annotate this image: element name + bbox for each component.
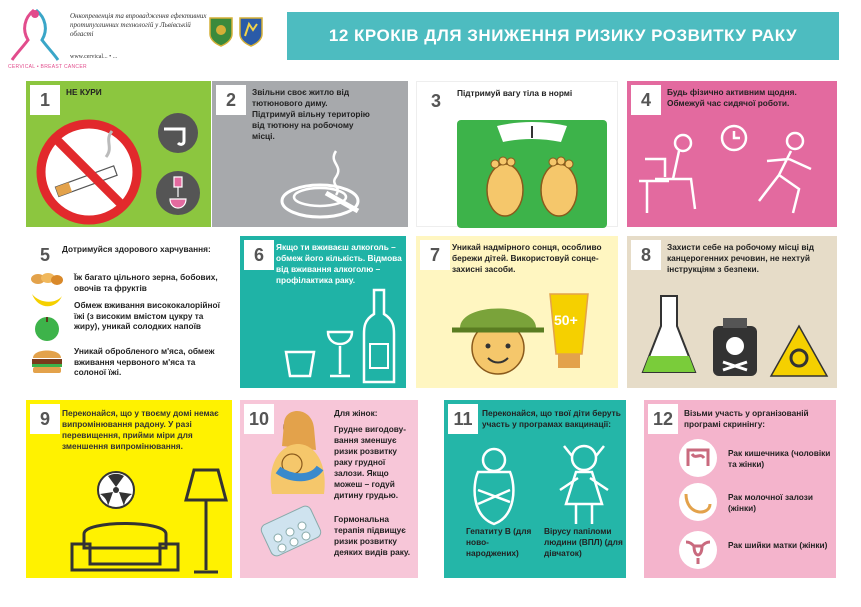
hookah-icon bbox=[154, 169, 202, 217]
card-number: 2 bbox=[216, 85, 246, 115]
website-text: www.cervical... • ... bbox=[70, 54, 118, 60]
sunscreen-icon bbox=[546, 292, 592, 372]
card-number: 1 bbox=[30, 85, 60, 115]
radiation-icon bbox=[96, 470, 136, 510]
wine-glass-icon bbox=[326, 330, 354, 380]
card-1-no-smoking bbox=[26, 81, 211, 227]
office-worker-icon bbox=[635, 129, 715, 219]
banana-icon bbox=[30, 290, 64, 310]
card-number: 10 bbox=[244, 404, 274, 434]
card-number: 3 bbox=[421, 86, 451, 116]
uterus-icon bbox=[678, 530, 718, 570]
screening-item-3: Рак шийки матки (жінки) bbox=[728, 540, 828, 550]
breastfeeding-icon bbox=[262, 410, 332, 496]
page-title: 12 КРОКІВ ДЛЯ ЗНИЖЕННЯ РИЗИКУ РОЗВИТКУ РАКУ bbox=[328, 26, 798, 45]
sunscreen-label: 50+ bbox=[554, 312, 578, 328]
card-text: НЕ КУРИ bbox=[66, 87, 102, 97]
org-text: Онкопревенція та впровадження ефективних протипухлинних технологій у Львівській області bbox=[70, 12, 207, 38]
clock-icon bbox=[719, 123, 749, 153]
card-text: Переконайся, що у твоєму домі немає випромінювання радону. У разі перевищення, прийми міри для зменшення випромінювання. bbox=[62, 408, 219, 451]
card-text: Звільни своє житло від тютюнового диму. Підтримуй вільну територію від тютюну на робочому місці. bbox=[252, 87, 370, 141]
lamp-icon bbox=[184, 466, 228, 576]
vaccine-caption-hepatitis: Гепатиту В (для ново-народжених) bbox=[466, 526, 532, 558]
hat-face-icon bbox=[450, 292, 546, 378]
screening-item-2: Рак молочної залози (жінки) bbox=[728, 492, 813, 513]
card-text-a: Грудне вигодову-вання зменшує ризик розвитку раку грудної залози. Якщо можеш – годуй дитину грудью. bbox=[334, 424, 407, 500]
card-9-radon bbox=[26, 400, 232, 578]
card-12-screening bbox=[644, 400, 836, 578]
sofa-icon bbox=[70, 514, 180, 574]
bottle-icon bbox=[362, 288, 396, 384]
screening-item-1: Рак кишечника (чоловіки та жінки) bbox=[728, 448, 831, 469]
coat-of-arms-blue-icon bbox=[238, 16, 264, 46]
card-number: 7 bbox=[420, 240, 450, 270]
card-7-sun bbox=[416, 236, 618, 388]
logo-caption: CERVICAL • BREAST CANCER bbox=[8, 64, 87, 70]
card-text: Дотримуйся здорового харчування: bbox=[62, 244, 211, 254]
no-smoking-icon bbox=[34, 117, 144, 227]
biohazard-icon bbox=[769, 324, 829, 378]
pills-icon bbox=[258, 504, 328, 564]
card-3-weight bbox=[416, 81, 618, 227]
header-logo-block bbox=[6, 6, 276, 68]
card-text: Переконайся, що твої діти беруть участь у програмах вакцинації: bbox=[482, 408, 621, 429]
card-text: Підтримуй вагу тіла в нормі bbox=[457, 88, 573, 98]
card-number: 11 bbox=[448, 404, 478, 434]
ribbon-logo-icon bbox=[6, 6, 66, 64]
ashtray-icon bbox=[272, 143, 372, 223]
pipe-icon bbox=[154, 113, 202, 153]
card-number: 4 bbox=[631, 85, 661, 115]
card-4-activity bbox=[627, 81, 837, 227]
card-text: Візьми участь у організованій програмі скринінгу: bbox=[684, 408, 809, 429]
card-text: Уникай надмірного сонця, особливо бережи дітей. Використовуй сонце-захисні засоби. bbox=[452, 242, 602, 274]
card-6-alcohol bbox=[240, 236, 406, 388]
card-text: Будь фізично активним щодня. Обмежуй час сидячої роботи. bbox=[667, 87, 797, 108]
running-man-icon bbox=[749, 131, 829, 221]
card-number: 6 bbox=[244, 240, 274, 270]
coat-of-arms-green-icon bbox=[208, 16, 234, 46]
diet-item-1: Їж багато цільного зерна, бобових, овочів та фруктів bbox=[74, 272, 218, 293]
glass-icon bbox=[282, 348, 318, 378]
card-number: 12 bbox=[648, 404, 678, 434]
card-2-smoke-free bbox=[212, 81, 408, 227]
card-text-b: Гормональна терапія підвищує ризик розвитку деяких видів раку. bbox=[334, 514, 411, 557]
card-10-women bbox=[240, 400, 418, 578]
flask-icon bbox=[639, 292, 699, 382]
breast-icon bbox=[678, 482, 718, 522]
diet-item-3: Уникай обробленого м'яса, обмеж вживання червоного м'яса та солоної їжі. bbox=[74, 346, 215, 377]
card-11-vaccination bbox=[444, 400, 626, 578]
card-text: Якщо ти вживаєш алкоголь – обмеж його кількість. Відмова від вживання алкоголю – профілактика раку. bbox=[276, 242, 402, 285]
card-heading: Для жінок: bbox=[334, 408, 378, 418]
card-number: 9 bbox=[30, 404, 60, 434]
card-number: 8 bbox=[631, 240, 661, 270]
intestine-icon bbox=[678, 438, 718, 478]
apple-icon bbox=[32, 312, 62, 342]
card-5-diet bbox=[26, 236, 232, 388]
grain-icon bbox=[30, 270, 64, 288]
burger-icon bbox=[30, 346, 64, 376]
baby-icon bbox=[464, 446, 524, 526]
poison-icon bbox=[711, 318, 759, 378]
scale-icon bbox=[457, 120, 607, 230]
page-title-bar bbox=[287, 12, 839, 60]
vaccine-caption-hpv: Вірусу папіломи людини (ВПЛ) (для дівчаток) bbox=[544, 526, 623, 558]
card-8-workplace bbox=[627, 236, 837, 388]
card-text: Захисти себе на робочому місці від канцерогенних речовин, не нехтуй інструкціям з безпеки. bbox=[667, 242, 814, 274]
girl-icon bbox=[554, 442, 614, 526]
diet-item-2: Обмеж вживання висококалорійної їжі (з високим вмістом цукру та жиру), уникай солодких напоїв bbox=[74, 300, 220, 331]
card-number: 5 bbox=[30, 240, 60, 270]
